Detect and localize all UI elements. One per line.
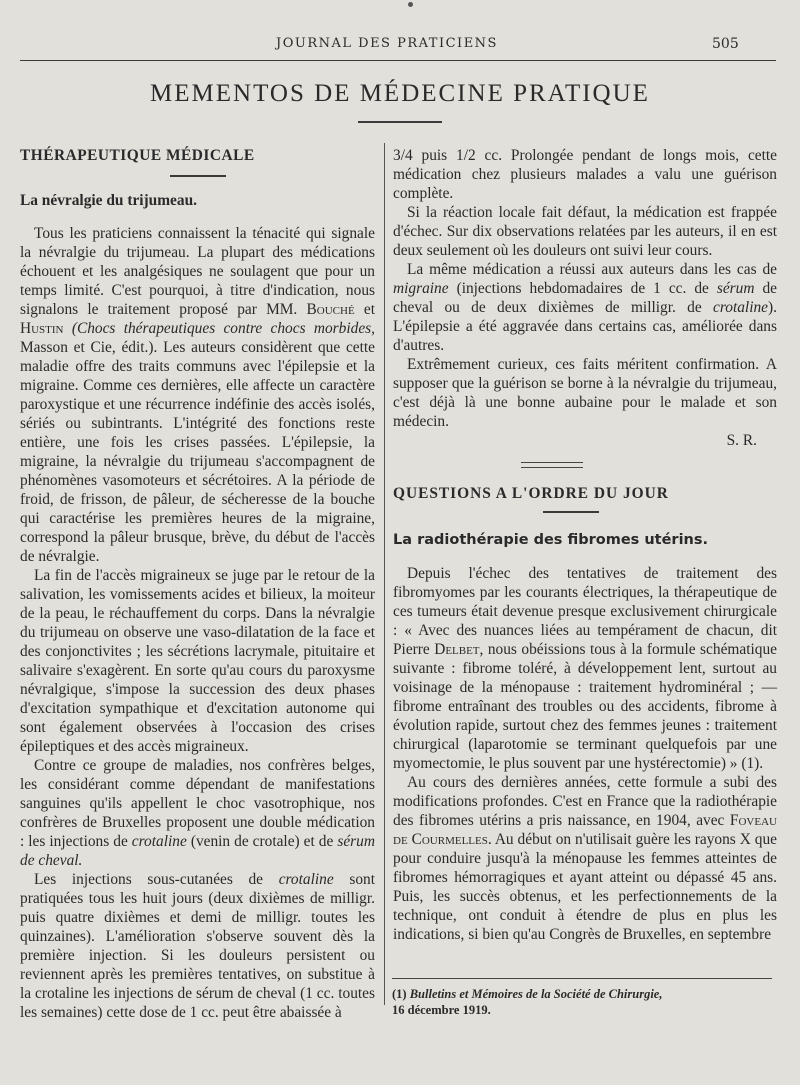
- page-number: 505: [712, 36, 739, 52]
- page-title: MEMENTOS DE MÉDECINE PRATIQUE: [150, 80, 650, 107]
- paragraph: La même médication a réussi aux auteurs dans les cas de migraine (injections hebdomadaires de 1 cc. de sérum de cheval ou de deux dixièmes de milligr. de crotaline). L'épilepsie a été aggravée dans certains cas, améliorée dans d'autres.: [393, 261, 777, 354]
- column-divider: [384, 143, 385, 1005]
- paragraph: Extrêmement curieux, ces faits méritent confirmation. A supposer que la guérison se borne à la névralgie du trijumeau, c'est déjà là une bonne aubaine pour le malade et son médecin.: [393, 356, 777, 430]
- footnote: (1) Bulletins et Mémoires de la Société de Chirurgie, 16 décembre 1919.: [392, 987, 663, 1017]
- right-column: [393, 146, 777, 944]
- paragraph: Si la réaction locale fait défaut, la médication est frappée d'échec. Sur dix observations relatées par les auteurs, il en est deux seulement où les douleurs ont suivi leur cours.: [393, 204, 777, 259]
- paragraph: Les injections sous-cutanées de crotaline sont pratiquées tous les huit jours (deux dixièmes de milligr. puis quatre dixièmes et demi de milligr. toutes les quinzaines). L'amélioration s'observe souvent dès la première injection. Si les douleurs persistent ou reviennent après les premières tentatives, on substitue à la crotaline les injections de sérum de cheval (1 cc. toutes les semaines) cette dose de 1 cc. peut être abaissée à: [20, 871, 375, 1021]
- article-title-nevralgie: La névralgie du trijumeau.: [20, 192, 197, 209]
- running-header: [0, 36, 800, 56]
- header-rule: [20, 60, 776, 61]
- paragraph: Tous les praticiens connaissent la ténacité qui signale la névralgie du trijumeau. La plupart des médications échouent et les analgésiques ne soulagent que pour un temps limité. C'est pourquoi, à titre d'indication, nous signalons le traitement proposé par MM. Bouché et Hustin (Chocs thérapeutiques contre chocs morbides, Masson et Cie, édit.). Les auteurs considèrent que cette maladie offre des traits communs avec l'épilepsie et la migraine. Comme ces dernières, elle affecte un caractère paroxystique et une récurrence indéfinie des accès isolés, sériés ou subintrants. L'intégrité des fonctions reste entière, une fois les crises passées. L'épilepsie, la migraine, la névralgie du trijumeau s'accompagnent de phénomènes vasomoteurs et sécrétoires. A la période de froid, de frisson, de pâleur, de sécheresse de la bouche qui caractérise les premières heures de la migraine, correspond la pâleur brusque, brève, du début de l'accès de névralgie.: [20, 225, 375, 565]
- footnote-rule: [392, 978, 772, 979]
- paragraph: Au cours des dernières années, cette formule a subi des modifications profondes. C'est en France que la radiothérapie des fibromes utérins a pris naissance, en 1904, avec Foveau de Courmelles. Au début on n'utilisait guère les rayons X que pour conduire jusqu'à la ménopause les femmes atteintes de fibromes hémorragiques et ayant atteint ou dépassé 45 ans. Puis, les succès obtenus, et les perfectionnements de la technique, ont conduit à étendre de plus en plus les indications, si bien qu'au Congrès de Bruxelles, en septembre: [393, 774, 777, 943]
- paragraph: 3/4 puis 1/2 cc. Prolongée pendant de longs mois, cette médication chez plusieurs malades a valu une guérison complète.: [393, 147, 777, 202]
- section-rule: [543, 511, 599, 513]
- ink-dot: [408, 2, 413, 7]
- journal-name: JOURNAL DES PRATICIENS: [276, 36, 498, 51]
- section-rule: [170, 175, 226, 177]
- left-column: [20, 146, 375, 1022]
- title-rule: [358, 121, 442, 123]
- section-heading-questions: QUESTIONS A L'ORDRE DU JOUR: [393, 485, 669, 502]
- double-rule: [521, 462, 583, 468]
- paragraph: La fin de l'accès migraineux se juge par le retour de la salivation, les vomissements acides et bilieux, la moiteur de la peau, le réchauffement du corps. Dans la névralgie du trijumeau on observe une vaso-dilatation de la face et des conjonctivites ; les sécrétions lacrymale, pituitaire et salivaire s'exagèrent. En sorte qu'au cours du paroxysme névralgique, s'impose la succession des deux phases d'excitation sympathique et d'excitation autonome qui sont également observées à l'occasion des crises épileptiques et des accès migraineux.: [20, 567, 375, 755]
- signature: S. R.: [726, 432, 757, 449]
- section-heading-therapeutique: THÉRAPEUTIQUE MÉDICALE: [20, 147, 255, 164]
- paragraph: Contre ce groupe de maladies, nos confrères belges, les considérant comme dépendant de manifestations sanguines qu'ils appellent le choc vasotrophique, nos confrères de Bruxelles proposent une double médication : les injections de crotaline (venin de crotale) et de sérum de cheval.: [20, 757, 375, 869]
- article-title-radiotherapie: La radiothérapie des fibromes utérins.: [393, 532, 708, 548]
- paragraph: Depuis l'échec des tentatives de traitement des fibromyomes par les courants électriques, la thérapeutique de ces tumeurs était devenue presque exclusivement chirurgicale : « Avec des nuances liées au tempérament de chacun, dit Pierre Delbet, nous obéissions tous à la formule schématique suivante : fibrome toléré, à développement lent, surtout au voisinage de la ménopause : traitement hydrominéral ; — fibrome entraînant des troubles ou des accidents, fibrome à évolution rapide, surtout chez des femmes jeunes : traitement chirurgical (laparotomie se terminant quelquefois par une myomectomie, le plus souvent par une hystérectomie) » (1).: [393, 565, 777, 772]
